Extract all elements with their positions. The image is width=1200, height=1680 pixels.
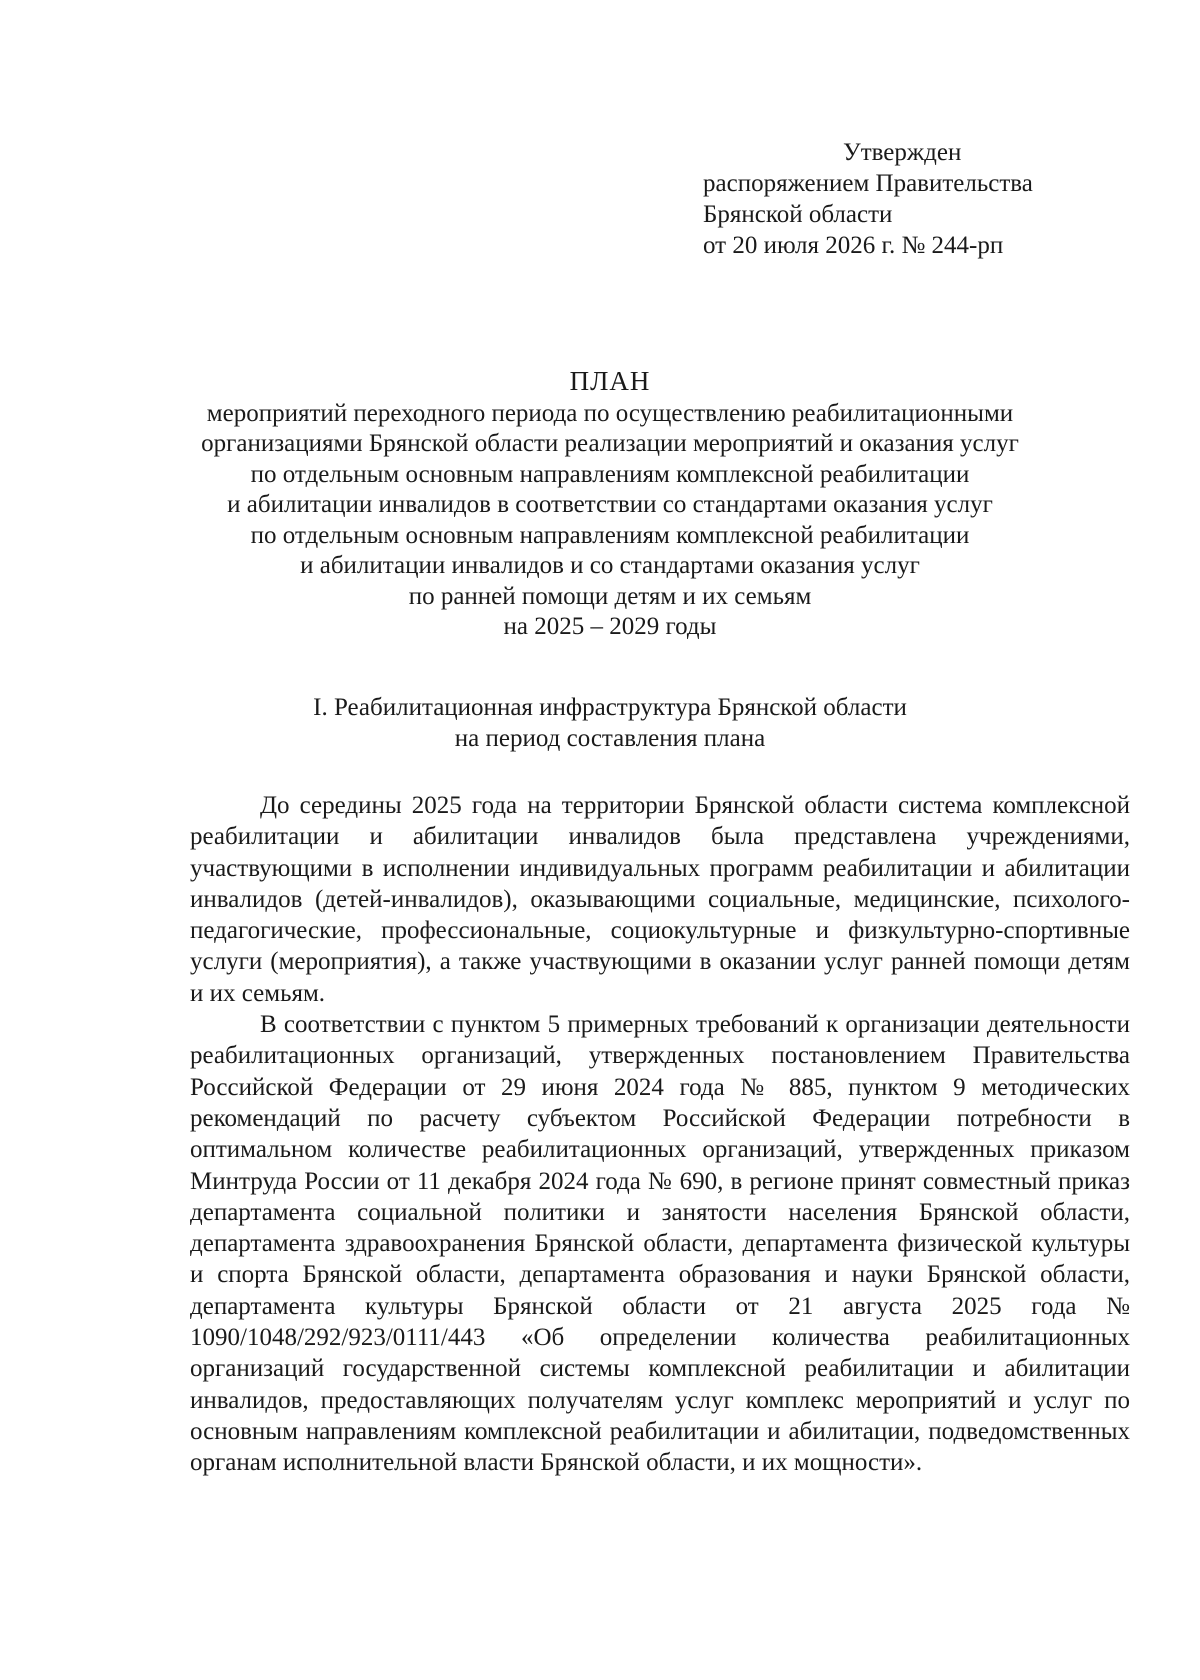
section-body — [190, 790, 1130, 1479]
plan-heading: ПЛАН — [569, 366, 651, 396]
title-line: и абилитации инвалидов и со стандартами оказания услуг — [300, 552, 920, 579]
document-title — [150, 366, 1070, 643]
approval-line: распоряжением Правительства — [703, 170, 1033, 197]
title-line: организациями Брянской области реализации мероприятий и оказания услуг — [201, 430, 1019, 457]
approval-line: Брянской области — [703, 201, 893, 228]
title-line: и абилитации инвалидов в соответствии со стандартами оказания услуг — [227, 491, 993, 518]
title-line: по отдельным основным направлениям комплексной реабилитации — [250, 460, 970, 488]
section-heading-line: I. Реабилитационная инфраструктура Брянской области — [313, 694, 907, 721]
paragraph: До середины 2025 года на территории Брянской области система комплексной реабилитации и абилитации инвалидов была представлена учреждениями, участвующими в исполнении индивидуальных программ реабилитации и абилитации инвалидов (детей-инвалидов), оказывающими социальные, медицинские, психолого-педагогические, профессиональные, социокультурные и физкультурно-спортивные услуги (мероприятия), а также участвующими в оказании услуг ранней помощи детям и их семьям. — [190, 792, 1130, 1007]
approval-date-number: от 20 июля 2026 г. № 244-рп — [703, 232, 1004, 259]
section-heading — [150, 692, 1070, 754]
title-line: по ранней помощи детям и их семьям — [408, 582, 812, 610]
title-line: по отдельным основным направлениям комплексной реабилитации — [250, 521, 970, 549]
approval-line: Утвержден — [843, 139, 962, 166]
section-heading-line: на период составления плана — [454, 725, 766, 752]
title-line: на 2025 – 2029 годы — [503, 613, 717, 640]
approval-stamp — [703, 137, 1033, 261]
paragraph: В соответствии с пунктом 5 примерных требований к организации деятельности реабилитационных организаций, утвержденных постановлением Правительства Российской Федерации от 29 июня 2024 года № 885, пунктом 9 методических рекомендаций по расчету субъектом Российской Федерации потребности в оптимальном количестве реабилитационных организаций, утвержденных приказом Минтруда России от 11 декабря 2024 года № 690, в регионе принят совместный приказ департамента социальной политики и занятости населения Брянской области, департамента здравоохранения Брянской области, департамента физической культуры и спорта Брянской области, департамента образования и науки Брянской области, департамента культуры Брянской области от 21 августа 2025 года № 1090/1048/292/923/0111/443 «Об определении количества реабилитационных организаций государственной системы комплексной реабилитации и абилитации инвалидов, предоставляющих получателям услуг комплекс мероприятий и услуг по основным направлениям комплексной реабилитации и абилитации, подведомственных органам исполнительной власти Брянской области, и их мощности». — [190, 1011, 1130, 1477]
title-line: мероприятий переходного периода по осуществлению реабилитационными — [206, 399, 1014, 427]
